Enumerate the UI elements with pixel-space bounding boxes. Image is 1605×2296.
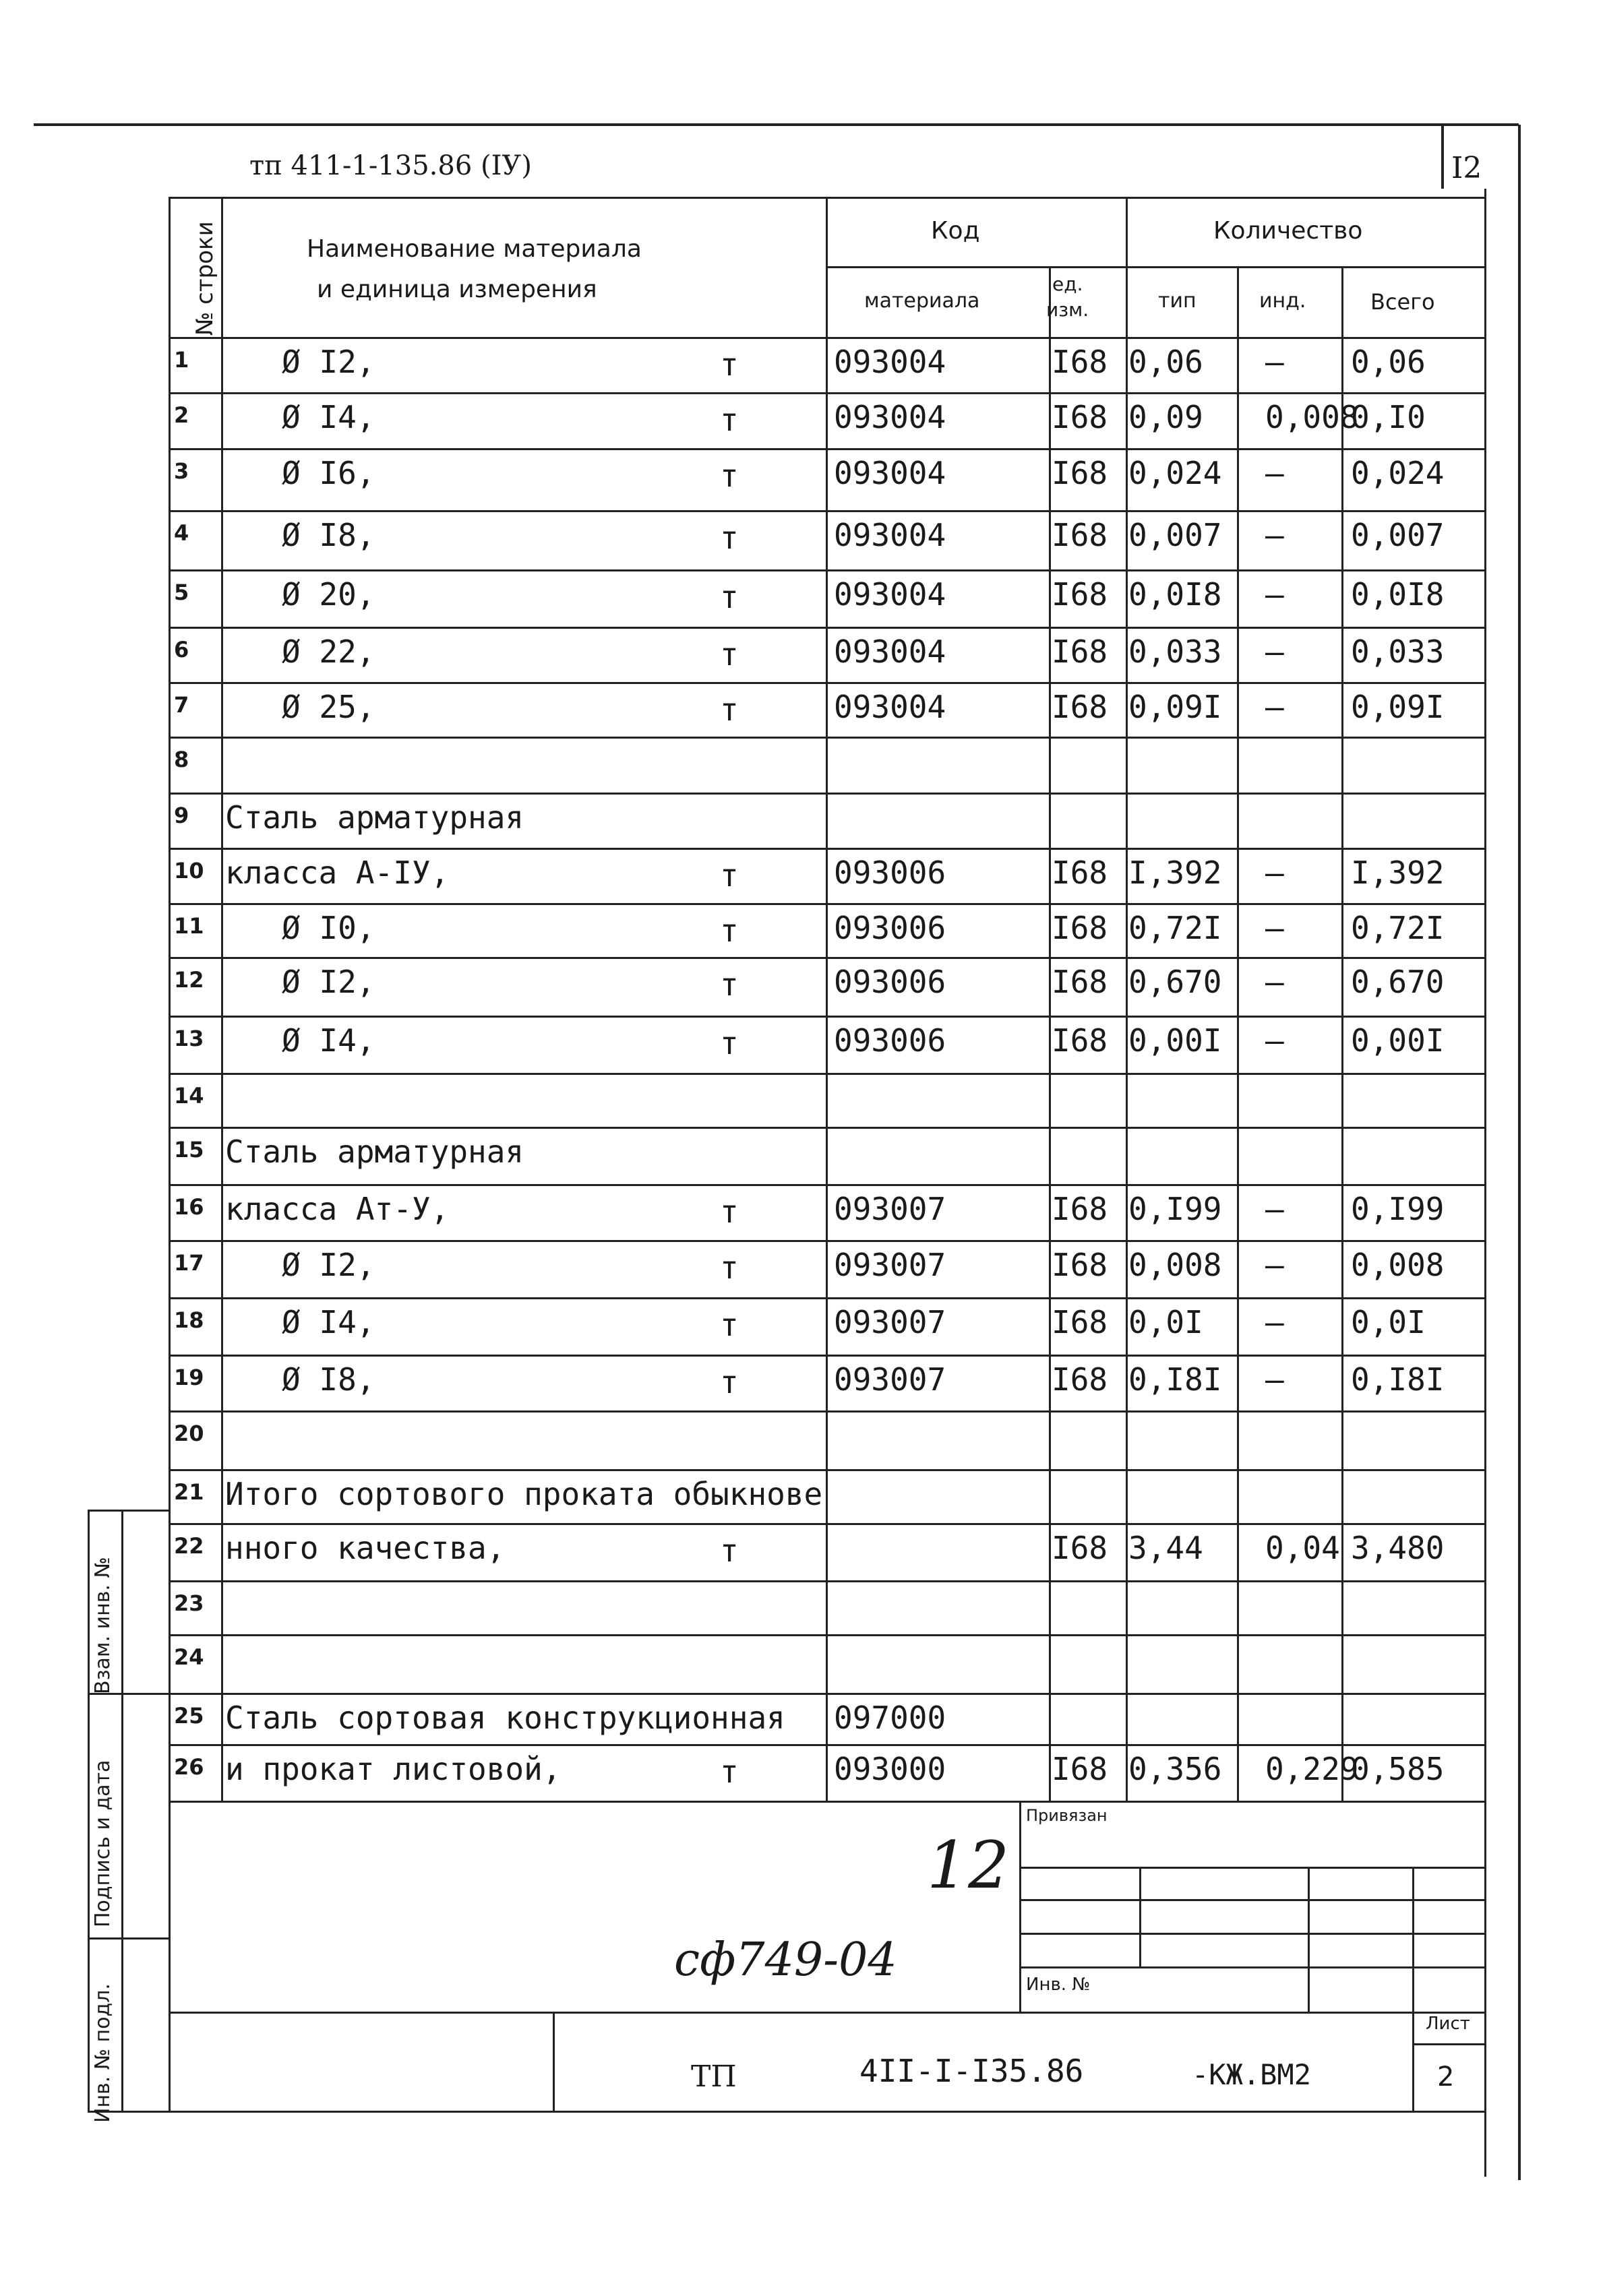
row-2-unit: I68 xyxy=(1052,399,1108,435)
row-5-ind: – xyxy=(1265,576,1284,613)
row-26-total: 0,585 xyxy=(1351,1751,1445,1787)
row-22-ind: 0,04 xyxy=(1265,1530,1340,1566)
row-4-n: 4 xyxy=(174,520,189,546)
inventory-number-label: Инв. № xyxy=(1026,1975,1091,1995)
row-7-n: 7 xyxy=(174,692,189,718)
grid-line xyxy=(88,1937,169,1940)
row-8-n: 8 xyxy=(174,747,189,772)
row-16-n: 16 xyxy=(174,1194,204,1220)
row-7-name: Ø 25, xyxy=(282,689,375,725)
row-24-n: 24 xyxy=(174,1644,204,1670)
row-18-n: 18 xyxy=(174,1307,204,1333)
row-3-type: 0,024 xyxy=(1128,455,1222,491)
grid-line xyxy=(1341,266,1343,1801)
row-26-n: 26 xyxy=(174,1754,204,1780)
row-18-type: 0,0I xyxy=(1128,1304,1203,1340)
row-18-code: 093007 xyxy=(834,1304,946,1340)
row-3-name: Ø I6, xyxy=(282,455,375,491)
row-19-ind: – xyxy=(1265,1361,1284,1398)
row-12-ind: – xyxy=(1265,964,1284,1000)
row-21-name: Итого сортового проката обыкнове xyxy=(225,1476,823,1512)
row-15-n: 15 xyxy=(174,1137,204,1162)
row-19-unit: I68 xyxy=(1052,1361,1108,1398)
row-1-ind: – xyxy=(1265,344,1284,380)
title-sheet-code: -КЖ.ВМ2 xyxy=(1192,2058,1312,2091)
row-10-type: I,392 xyxy=(1128,855,1222,891)
sheet-label: Лист xyxy=(1426,2014,1470,2034)
grid-line xyxy=(1019,1899,1484,1901)
row-25-name: Сталь сортовая конструкционная xyxy=(225,1700,785,1736)
qty-ind-header: инд. xyxy=(1259,289,1306,313)
row-5-code: 093004 xyxy=(834,576,946,613)
row-3-u: т xyxy=(720,458,739,494)
row-17-unit: I68 xyxy=(1052,1247,1108,1283)
row-15-name: Сталь арматурная xyxy=(225,1134,524,1170)
top-border-line xyxy=(34,123,1519,126)
grid-line xyxy=(121,1510,123,2113)
row-18-unit: I68 xyxy=(1052,1304,1108,1340)
row-6-ind: – xyxy=(1265,633,1284,670)
row-1-total: 0,06 xyxy=(1351,344,1426,380)
row-26-name: и прокат листовой, xyxy=(225,1751,562,1787)
row-17-name: Ø I2, xyxy=(282,1247,375,1283)
row-2-n: 2 xyxy=(174,402,189,428)
row-1-unit: I68 xyxy=(1052,344,1108,380)
row-10-ind: – xyxy=(1265,855,1284,891)
grid-line xyxy=(1019,1867,1484,1869)
row-13-unit: I68 xyxy=(1052,1022,1108,1059)
qty-type-header: тип xyxy=(1158,289,1197,313)
row-18-u: т xyxy=(720,1307,739,1343)
row-6-u: т xyxy=(720,636,739,673)
row-10-n: 10 xyxy=(174,858,204,883)
row-17-ind: – xyxy=(1265,1247,1284,1283)
row-12-name: Ø I2, xyxy=(282,964,375,1000)
row-5-unit: I68 xyxy=(1052,576,1108,613)
title-project-code: 4II-I-I35.86 xyxy=(859,2053,1084,2089)
stamp-signature-date: Подпись и дата xyxy=(91,1760,115,1927)
row-1-code: 093004 xyxy=(834,344,946,380)
row-17-type: 0,008 xyxy=(1128,1247,1222,1283)
row-19-type: 0,I8I xyxy=(1128,1361,1222,1398)
column-row-number-header: № строки xyxy=(191,221,218,336)
row-26-type: 0,356 xyxy=(1128,1751,1222,1787)
row-11-type: 0,72I xyxy=(1128,910,1222,946)
row-11-name: Ø I0, xyxy=(282,910,375,946)
row-5-type: 0,0I8 xyxy=(1128,576,1222,613)
column-name-header-line1: Наименование материала xyxy=(307,235,642,263)
grid-line xyxy=(826,266,1484,268)
row-2-u: т xyxy=(720,402,739,438)
row-26-u: т xyxy=(720,1754,739,1790)
grid-line xyxy=(1019,1933,1484,1935)
row-6-type: 0,033 xyxy=(1128,633,1222,670)
row-3-ind: – xyxy=(1265,455,1284,491)
row-9-n: 9 xyxy=(174,803,189,828)
row-22-total: 3,480 xyxy=(1351,1530,1445,1566)
grid-line xyxy=(1237,266,1239,1801)
row-22-unit: I68 xyxy=(1052,1530,1108,1566)
row-7-type: 0,09I xyxy=(1128,689,1222,725)
row-25-code: 097000 xyxy=(834,1700,946,1736)
sheet-box-divider xyxy=(1441,125,1444,189)
code-material-header: материала xyxy=(864,289,980,313)
row-10-total: I,392 xyxy=(1351,855,1445,891)
row-13-name: Ø I4, xyxy=(282,1022,375,1059)
qty-total-header: Всего xyxy=(1370,289,1435,315)
row-11-ind: – xyxy=(1265,910,1284,946)
row-4-u: т xyxy=(720,520,739,556)
row-16-total: 0,I99 xyxy=(1351,1191,1445,1227)
code-unit-header-line2: изм. xyxy=(1046,299,1089,321)
row-10-unit: I68 xyxy=(1052,855,1108,891)
row-16-name: класса Ат-У, xyxy=(225,1191,450,1227)
grid-line xyxy=(88,1510,169,1512)
right-outer-border xyxy=(1518,125,1521,2180)
grid-line xyxy=(1308,1867,1310,2012)
row-16-type: 0,I99 xyxy=(1128,1191,1222,1227)
row-3-unit: I68 xyxy=(1052,455,1108,491)
row-4-type: 0,007 xyxy=(1128,517,1222,553)
grid-line xyxy=(826,197,828,1801)
row-16-code: 093007 xyxy=(834,1191,946,1227)
row-26-code: 093000 xyxy=(834,1751,946,1787)
code-group-header: Код xyxy=(931,217,980,245)
row-18-name: Ø I4, xyxy=(282,1304,375,1340)
grid-line xyxy=(1412,2043,1484,2045)
row-2-ind: 0,008 xyxy=(1265,399,1359,435)
row-4-unit: I68 xyxy=(1052,517,1108,553)
row-1-name: Ø I2, xyxy=(282,344,375,380)
row-13-type: 0,00I xyxy=(1128,1022,1222,1059)
row-16-u: т xyxy=(720,1193,739,1230)
row-13-u: т xyxy=(720,1025,739,1061)
row-12-n: 12 xyxy=(174,967,204,993)
row-3-n: 3 xyxy=(174,458,189,484)
row-18-total: 0,0I xyxy=(1351,1304,1426,1340)
row-19-u: т xyxy=(720,1364,739,1400)
row-1-type: 0,06 xyxy=(1128,344,1203,380)
row-5-n: 5 xyxy=(174,580,189,605)
grid-line xyxy=(1126,197,1128,1801)
row-12-unit: I68 xyxy=(1052,964,1108,1000)
column-name-header-line2: и единица измерения xyxy=(317,276,597,303)
row-5-u: т xyxy=(720,579,739,615)
row-5-name: Ø 20, xyxy=(282,576,375,613)
row-2-type: 0,09 xyxy=(1128,399,1203,435)
row-3-code: 093004 xyxy=(834,455,946,491)
code-unit-header-line1: ед. xyxy=(1052,273,1083,295)
grid-line xyxy=(1139,1867,1141,1966)
row-19-name: Ø I8, xyxy=(282,1361,375,1398)
row-16-ind: – xyxy=(1265,1191,1284,1227)
row-4-ind: – xyxy=(1265,517,1284,553)
row-12-type: 0,670 xyxy=(1128,964,1222,1000)
row-6-unit: I68 xyxy=(1052,633,1108,670)
row-5-total: 0,0I8 xyxy=(1351,576,1445,613)
row-7-unit: I68 xyxy=(1052,689,1108,725)
row-1-u: т xyxy=(720,346,739,383)
row-17-u: т xyxy=(720,1249,739,1286)
row-11-u: т xyxy=(720,912,739,949)
title-tp: ТП xyxy=(691,2059,737,2094)
row-1-n: 1 xyxy=(174,347,189,373)
row-6-total: 0,033 xyxy=(1351,633,1445,670)
row-10-code: 093006 xyxy=(834,855,946,891)
row-13-n: 13 xyxy=(174,1026,204,1051)
row-11-n: 11 xyxy=(174,913,204,939)
grid-line xyxy=(169,197,171,1801)
row-13-ind: – xyxy=(1265,1022,1284,1059)
grid-line xyxy=(221,197,223,1801)
row-22-u: т xyxy=(720,1532,739,1569)
grid-line xyxy=(1019,1966,1484,1968)
row-20-n: 20 xyxy=(174,1421,204,1446)
row-26-unit: I68 xyxy=(1052,1751,1108,1787)
grid-line xyxy=(88,1510,90,2113)
row-13-code: 093006 xyxy=(834,1022,946,1059)
row-7-u: т xyxy=(720,691,739,728)
row-11-unit: I68 xyxy=(1052,910,1108,946)
row-7-ind: – xyxy=(1265,689,1284,725)
row-2-total: 0,I0 xyxy=(1351,399,1426,435)
row-10-u: т xyxy=(720,857,739,894)
grid-line xyxy=(1484,197,1486,1801)
row-14-n: 14 xyxy=(174,1083,204,1109)
grid-line xyxy=(553,2012,555,2111)
row-21-n: 21 xyxy=(174,1479,204,1505)
handwritten-code: сф749-04 xyxy=(674,1933,897,1987)
row-18-ind: – xyxy=(1265,1304,1284,1340)
row-6-name: Ø 22, xyxy=(282,633,375,670)
row-4-total: 0,007 xyxy=(1351,517,1445,553)
stamp-replace-inventory: Взам. инв. № xyxy=(91,1557,115,1694)
row-10-name: класса А-IУ, xyxy=(225,855,450,891)
row-12-code: 093006 xyxy=(834,964,946,1000)
row-2-code: 093004 xyxy=(834,399,946,435)
row-13-total: 0,00I xyxy=(1351,1022,1445,1059)
row-25-n: 25 xyxy=(174,1703,204,1729)
row-22-name: нного качества, xyxy=(225,1530,506,1566)
row-6-code: 093004 xyxy=(834,633,946,670)
row-19-code: 093007 xyxy=(834,1361,946,1398)
grid-line xyxy=(169,1801,171,2113)
row-17-total: 0,008 xyxy=(1351,1247,1445,1283)
row-23-n: 23 xyxy=(174,1590,204,1616)
row-19-n: 19 xyxy=(174,1365,204,1390)
row-17-code: 093007 xyxy=(834,1247,946,1283)
row-22-type: 3,44 xyxy=(1128,1530,1203,1566)
row-7-code: 093004 xyxy=(834,689,946,725)
grid-line xyxy=(1019,1801,1021,2012)
row-12-total: 0,670 xyxy=(1351,964,1445,1000)
document-code: тп 411-1-135.86 (IУ) xyxy=(249,150,532,181)
grid-line xyxy=(1049,266,1051,1801)
grid-line xyxy=(1412,1867,1414,2111)
grid-line xyxy=(169,1801,1484,1803)
grid-line xyxy=(169,2111,1484,2113)
row-9-name: Сталь арматурная xyxy=(225,799,524,836)
row-17-n: 17 xyxy=(174,1250,204,1276)
row-26-ind: 0,229 xyxy=(1265,1751,1359,1787)
row-22-n: 22 xyxy=(174,1533,204,1559)
row-6-n: 6 xyxy=(174,637,189,662)
row-4-name: Ø I8, xyxy=(282,517,375,553)
row-16-unit: I68 xyxy=(1052,1191,1108,1227)
quantity-group-header: Количество xyxy=(1213,217,1363,245)
sheet-number: 2 xyxy=(1437,2061,1455,2092)
sheet-number-top: I2 xyxy=(1451,151,1482,185)
row-11-total: 0,72I xyxy=(1351,910,1445,946)
row-7-total: 0,09I xyxy=(1351,689,1445,725)
row-19-total: 0,I8I xyxy=(1351,1361,1445,1398)
row-2-name: Ø I4, xyxy=(282,399,375,435)
row-12-u: т xyxy=(720,966,739,1003)
row-11-code: 093006 xyxy=(834,910,946,946)
handwritten-page-number: 12 xyxy=(927,1828,1010,1903)
stamp-original-inventory: Инв. № подл. xyxy=(91,1983,115,2123)
linked-label: Привязан xyxy=(1026,1806,1108,1825)
grid-line xyxy=(553,2012,1484,2014)
row-4-code: 093004 xyxy=(834,517,946,553)
row-3-total: 0,024 xyxy=(1351,455,1445,491)
